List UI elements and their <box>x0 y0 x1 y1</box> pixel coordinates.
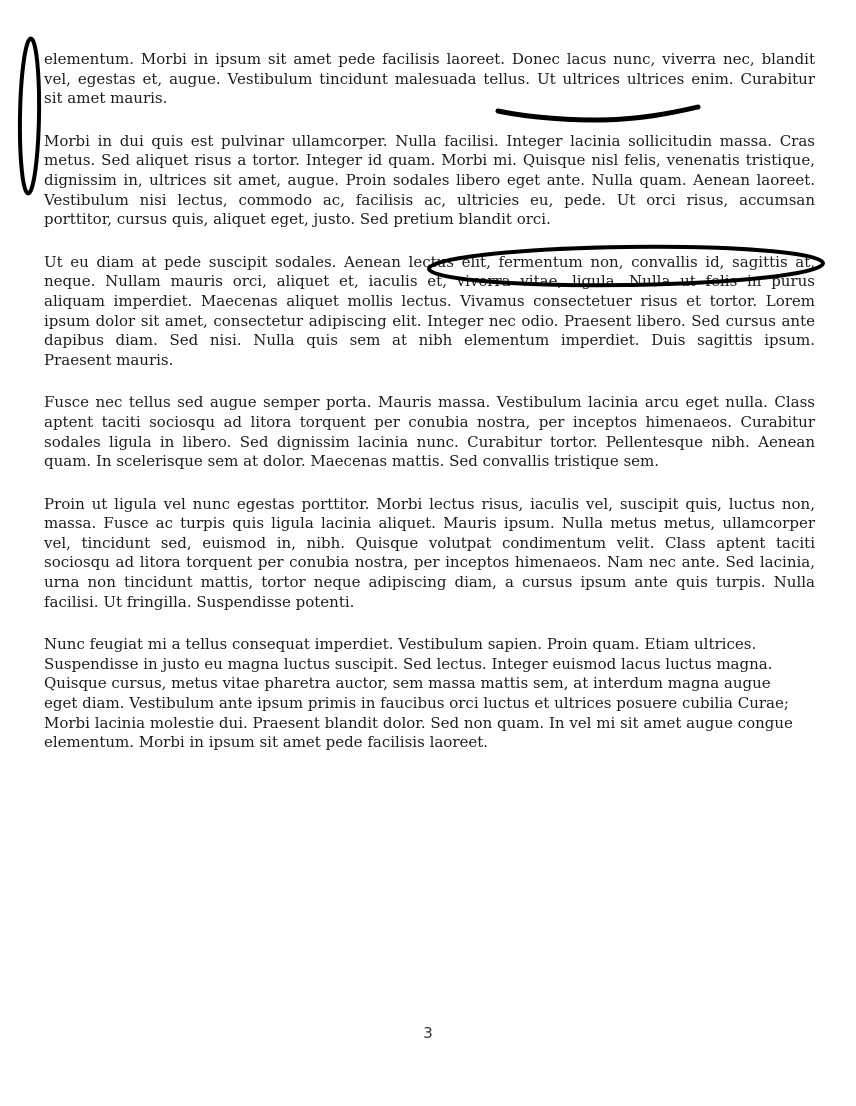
text-line: aliquam imperdiet. Maecenas aliquet mollis lectus. Vivamus consectetuer risus et tortor. Lorem <box>44 291 815 310</box>
paragraph-1 <box>44 50 815 109</box>
text-line: Fusce nec tellus sed augue semper porta. Mauris massa. Vestibulum lacinia arcu eget nulla. Class <box>44 393 815 412</box>
text-line: Morbi in dui quis est pulvinar ullamcorper. Nulla facilisi. Integer lacinia sollicitudin massa. Cras <box>44 131 815 150</box>
text-line: massa. Fusce ac turpis quis ligula lacinia aliquet. Mauris ipsum. Nulla metus metus, ullamcorper <box>44 514 815 533</box>
paragraph-2 <box>44 132 815 230</box>
text-line: dignissim in, ultrices sit amet, augue. Proin sodales libero eget ante. Nulla quam. Aenean laoreet. <box>44 170 815 189</box>
text-line: urna non tincidunt mattis, tortor neque adipiscing diam, a cursus ipsum ante quis turpis. Nulla <box>44 573 815 592</box>
text-line: elementum. Morbi in ipsum sit amet pede facilisis laoreet. <box>44 733 489 752</box>
text-line: Morbi lacinia molestie dui. Praesent blandit dolor. Sed non quam. In vel mi sit amet augue congue <box>44 713 793 732</box>
text-line: Nunc feugiat mi a tellus consequat imperdiet. Vestibulum sapien. Proin quam. Etiam ultrices. <box>44 635 757 654</box>
text-line: Proin ut ligula vel nunc egestas porttitor. Morbi lectus risus, iaculis vel, suscipit quis, luctus non, <box>44 494 815 513</box>
text-line: dapibus diam. Sed nisi. Nulla quis sem at nibh elementum imperdiet. Duis sagittis ipsum. <box>44 331 815 350</box>
text-line: elementum. Morbi in ipsum sit amet pede facilisis laoreet. Donec lacus nunc, viverra nec, blandit <box>44 50 815 68</box>
text-line: Suspendisse in justo eu magna luctus suscipit. Sed lectus. Integer euismod lacus luctus magna. <box>44 654 773 673</box>
paragraph-6 <box>44 635 815 753</box>
text-body <box>44 50 815 776</box>
paragraph-4 <box>44 393 815 471</box>
margin-oval-annotation <box>19 38 41 193</box>
text-line: sociosqu ad litora torquent per conubia nostra, per inceptos himenaeos. Nam nec ante. Sed lacinia, <box>44 553 815 572</box>
text-line: Vestibulum nisi lectus, commodo ac, facilisis ac, ultricies eu, pede. Ut orci risus, accumsan <box>44 190 815 209</box>
paragraph-3 <box>44 253 815 371</box>
text-line: eget diam. Vestibulum ante ipsum primis in faucibus orci luctus et ultrices posuere cubilia Curae; <box>44 694 789 713</box>
text-line: porttitor, cursus quis, aliquet eget, justo. Sed pretium blandit orci. <box>44 210 551 229</box>
text-line: Quisque cursus, metus vitae pharetra auctor, sem massa mattis sem, at interdum magna augue <box>44 674 771 693</box>
page-number: 3 <box>423 1024 433 1042</box>
text-line: aptent taciti sociosqu ad litora torquent per conubia nostra, per inceptos himenaeos. Curabitur <box>44 412 815 431</box>
text-line: sodales ligula in libero. Sed dignissim lacinia nunc. Curabitur tortor. Pellentesque nibh. Aenean <box>44 432 815 451</box>
text-line: facilisi. Ut fringilla. Suspendisse potenti. <box>44 592 355 611</box>
text-line: sit amet mauris. <box>44 89 168 108</box>
text-line: vel, tincidunt sed, euismod in, nibh. Quisque volutpat condimentum velit. Class aptent taciti <box>44 533 815 552</box>
text-line: ipsum dolor sit amet, consectetur adipiscing elit. Integer nec odio. Praesent libero. Sed cursus ante <box>44 311 815 330</box>
text-line: neque. Nullam mauris orci, aliquet et, iaculis et, viverra vitae, ligula. Nulla ut felis in purus <box>44 272 815 291</box>
text-line: quam. In scelerisque sem at dolor. Maecenas mattis. Sed convallis tristique sem. <box>44 452 660 471</box>
text-line: Ut eu diam at pede suscipit sodales. Aenean lectus elit, fermentum non, convallis id, sagittis at, <box>44 252 815 271</box>
text-line: Praesent mauris. <box>44 350 174 369</box>
text-line: vel, egestas et, augue. Vestibulum tincidunt malesuada tellus. Ut ultrices ultrices enim. Curabitur <box>44 69 815 88</box>
paragraph-5 <box>44 495 815 613</box>
text-line: metus. Sed aliquet risus a tortor. Integer id quam. Morbi mi. Quisque nisl felis, venenatis tristique, <box>44 151 815 170</box>
